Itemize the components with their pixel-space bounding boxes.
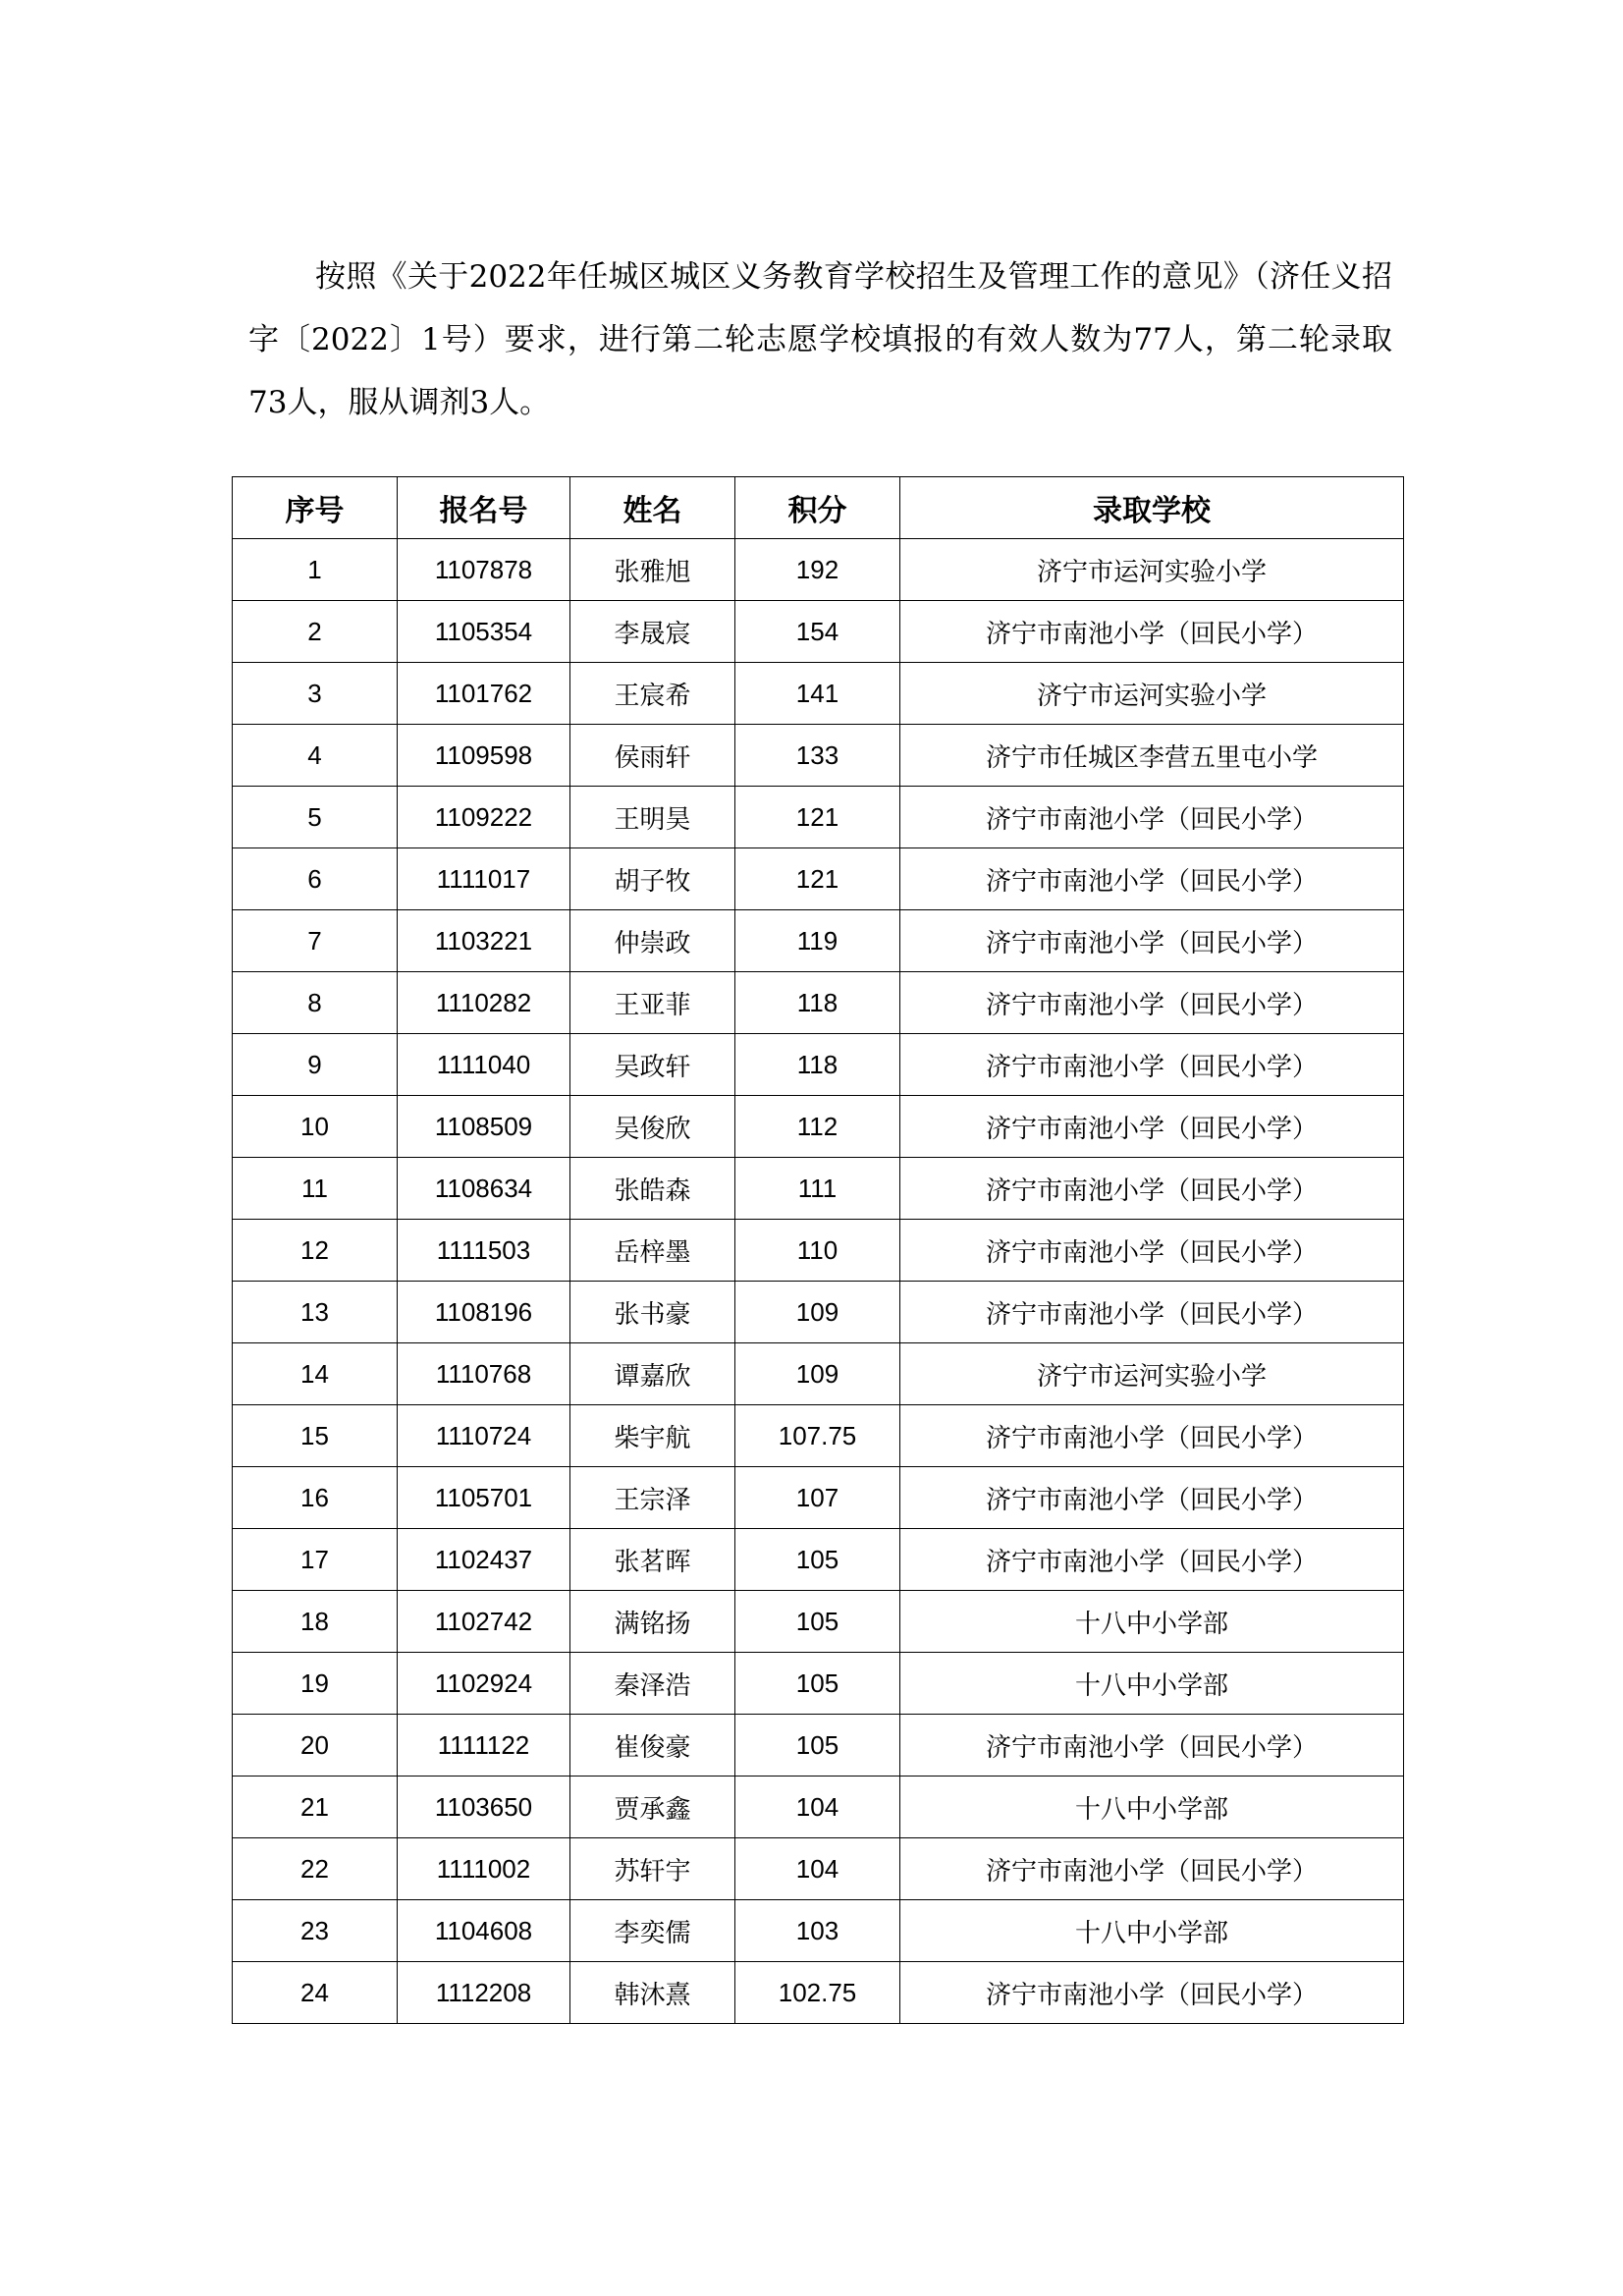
table-row — [233, 1591, 1404, 1653]
cell-score: 111 — [735, 1158, 900, 1220]
cell-reg-no: 1110282 — [398, 972, 570, 1034]
cell-name: 李奕儒 — [570, 1900, 735, 1962]
cell-name: 张皓森 — [570, 1158, 735, 1220]
cell-reg-no: 1108634 — [398, 1158, 570, 1220]
cell-name: 吴俊欣 — [570, 1096, 735, 1158]
cell-seq: 14 — [233, 1343, 398, 1405]
cell-name: 胡子牧 — [570, 848, 735, 910]
table-row — [233, 1900, 1404, 1962]
table-row — [233, 601, 1404, 663]
cell-score: 192 — [735, 539, 900, 601]
table-row — [233, 1096, 1404, 1158]
cell-school: 济宁市南池小学（回民小学） — [900, 1034, 1404, 1096]
cell-school: 济宁市南池小学（回民小学） — [900, 601, 1404, 663]
cell-reg-no: 1104608 — [398, 1900, 570, 1962]
cell-school: 十八中小学部 — [900, 1777, 1404, 1838]
cell-name: 韩沐熹 — [570, 1962, 735, 2024]
cell-school: 济宁市南池小学（回民小学） — [900, 787, 1404, 848]
cell-school: 济宁市南池小学（回民小学） — [900, 1096, 1404, 1158]
cell-name: 贾承鑫 — [570, 1777, 735, 1838]
cell-score: 119 — [735, 910, 900, 972]
table-body — [233, 539, 1404, 2024]
cell-seq: 1 — [233, 539, 398, 601]
cell-school: 济宁市南池小学（回民小学） — [900, 1282, 1404, 1343]
cell-name: 王明昊 — [570, 787, 735, 848]
cell-school: 济宁市南池小学（回民小学） — [900, 848, 1404, 910]
header-seq: 序号 — [233, 477, 398, 539]
cell-school: 济宁市南池小学（回民小学） — [900, 1467, 1404, 1529]
intro-paragraph: 按照《关于2022年任城区城区义务教育学校招生及管理工作的意见》（济任义招字〔2022〕1号）要求，进行第二轮志愿学校填报的有效人数为77人，第二轮录取73人，服从调剂3人。 — [248, 259, 1392, 420]
cell-name: 王宗泽 — [570, 1467, 735, 1529]
cell-reg-no: 1103221 — [398, 910, 570, 972]
admission-table — [232, 476, 1404, 2024]
cell-school: 济宁市南池小学（回民小学） — [900, 1220, 1404, 1282]
cell-score: 141 — [735, 663, 900, 725]
cell-reg-no: 1111503 — [398, 1220, 570, 1282]
cell-reg-no: 1103650 — [398, 1777, 570, 1838]
header-score: 积分 — [735, 477, 900, 539]
cell-reg-no: 1111122 — [398, 1715, 570, 1777]
cell-seq: 5 — [233, 787, 398, 848]
table-row — [233, 1467, 1404, 1529]
table-row — [233, 1653, 1404, 1715]
table-row — [233, 787, 1404, 848]
cell-school: 十八中小学部 — [900, 1900, 1404, 1962]
cell-score: 105 — [735, 1529, 900, 1591]
cell-seq: 17 — [233, 1529, 398, 1591]
cell-reg-no: 1108196 — [398, 1282, 570, 1343]
header-reg-no: 报名号 — [398, 477, 570, 539]
cell-school: 济宁市运河实验小学 — [900, 1343, 1404, 1405]
cell-reg-no: 1107878 — [398, 539, 570, 601]
cell-seq: 22 — [233, 1838, 398, 1900]
cell-school: 济宁市运河实验小学 — [900, 539, 1404, 601]
cell-seq: 3 — [233, 663, 398, 725]
table-header-row — [233, 477, 1404, 539]
cell-score: 105 — [735, 1591, 900, 1653]
cell-school: 济宁市南池小学（回民小学） — [900, 1715, 1404, 1777]
cell-reg-no: 1111017 — [398, 848, 570, 910]
cell-seq: 4 — [233, 725, 398, 787]
table-row — [233, 972, 1404, 1034]
cell-seq: 16 — [233, 1467, 398, 1529]
cell-score: 109 — [735, 1282, 900, 1343]
cell-school: 济宁市运河实验小学 — [900, 663, 1404, 725]
cell-seq: 21 — [233, 1777, 398, 1838]
cell-name: 秦泽浩 — [570, 1653, 735, 1715]
cell-seq: 7 — [233, 910, 398, 972]
cell-score: 118 — [735, 1034, 900, 1096]
cell-reg-no: 1109222 — [398, 787, 570, 848]
cell-score: 107 — [735, 1467, 900, 1529]
table-row — [233, 663, 1404, 725]
table-row — [233, 1715, 1404, 1777]
cell-reg-no: 1110768 — [398, 1343, 570, 1405]
cell-seq: 6 — [233, 848, 398, 910]
cell-reg-no: 1111040 — [398, 1034, 570, 1096]
cell-seq: 11 — [233, 1158, 398, 1220]
cell-seq: 24 — [233, 1962, 398, 2024]
cell-name: 张雅旭 — [570, 539, 735, 601]
table-row — [233, 1220, 1404, 1282]
cell-seq: 19 — [233, 1653, 398, 1715]
cell-seq: 2 — [233, 601, 398, 663]
table-row — [233, 1343, 1404, 1405]
table-row — [233, 539, 1404, 601]
cell-reg-no: 1108509 — [398, 1096, 570, 1158]
table-row — [233, 1962, 1404, 2024]
cell-score: 105 — [735, 1715, 900, 1777]
header-school: 录取学校 — [900, 477, 1404, 539]
cell-name: 李晟宸 — [570, 601, 735, 663]
cell-name: 仲崇政 — [570, 910, 735, 972]
table-row — [233, 910, 1404, 972]
cell-score: 102.75 — [735, 1962, 900, 2024]
cell-reg-no: 1110724 — [398, 1405, 570, 1467]
cell-school: 济宁市南池小学（回民小学） — [900, 1529, 1404, 1591]
table-row — [233, 725, 1404, 787]
cell-reg-no: 1112208 — [398, 1962, 570, 2024]
cell-seq: 23 — [233, 1900, 398, 1962]
cell-name: 谭嘉欣 — [570, 1343, 735, 1405]
cell-school: 济宁市南池小学（回民小学） — [900, 910, 1404, 972]
table-row — [233, 1405, 1404, 1467]
cell-school: 济宁市任城区李营五里屯小学 — [900, 725, 1404, 787]
cell-name: 张茗晖 — [570, 1529, 735, 1591]
cell-school: 济宁市南池小学（回民小学） — [900, 1838, 1404, 1900]
cell-score: 121 — [735, 848, 900, 910]
cell-score: 112 — [735, 1096, 900, 1158]
cell-seq: 13 — [233, 1282, 398, 1343]
cell-score: 107.75 — [735, 1405, 900, 1467]
table-row — [233, 1282, 1404, 1343]
cell-seq: 8 — [233, 972, 398, 1034]
cell-reg-no: 1109598 — [398, 725, 570, 787]
cell-reg-no: 1102437 — [398, 1529, 570, 1591]
cell-seq: 12 — [233, 1220, 398, 1282]
cell-score: 133 — [735, 725, 900, 787]
table-row — [233, 1529, 1404, 1591]
cell-name: 侯雨轩 — [570, 725, 735, 787]
cell-reg-no: 1102924 — [398, 1653, 570, 1715]
cell-school: 济宁市南池小学（回民小学） — [900, 972, 1404, 1034]
cell-school: 十八中小学部 — [900, 1653, 1404, 1715]
cell-name: 苏轩宇 — [570, 1838, 735, 1900]
table-row — [233, 1777, 1404, 1838]
cell-reg-no: 1105354 — [398, 601, 570, 663]
cell-name: 张书豪 — [570, 1282, 735, 1343]
cell-school: 济宁市南池小学（回民小学） — [900, 1962, 1404, 2024]
cell-school: 十八中小学部 — [900, 1591, 1404, 1653]
cell-school: 济宁市南池小学（回民小学） — [900, 1158, 1404, 1220]
cell-school: 济宁市南池小学（回民小学） — [900, 1405, 1404, 1467]
header-name: 姓名 — [570, 477, 735, 539]
cell-score: 104 — [735, 1777, 900, 1838]
cell-seq: 10 — [233, 1096, 398, 1158]
cell-score: 105 — [735, 1653, 900, 1715]
cell-name: 崔俊豪 — [570, 1715, 735, 1777]
cell-score: 103 — [735, 1900, 900, 1962]
cell-seq: 18 — [233, 1591, 398, 1653]
cell-score: 121 — [735, 787, 900, 848]
cell-score: 154 — [735, 601, 900, 663]
cell-name: 王亚菲 — [570, 972, 735, 1034]
table-row — [233, 1838, 1404, 1900]
cell-reg-no: 1102742 — [398, 1591, 570, 1653]
cell-seq: 20 — [233, 1715, 398, 1777]
cell-name: 吴政轩 — [570, 1034, 735, 1096]
cell-name: 王宸希 — [570, 663, 735, 725]
cell-score: 110 — [735, 1220, 900, 1282]
cell-reg-no: 1101762 — [398, 663, 570, 725]
cell-name: 柴宇航 — [570, 1405, 735, 1467]
cell-reg-no: 1105701 — [398, 1467, 570, 1529]
cell-reg-no: 1111002 — [398, 1838, 570, 1900]
cell-seq: 15 — [233, 1405, 398, 1467]
cell-seq: 9 — [233, 1034, 398, 1096]
cell-name: 岳梓墨 — [570, 1220, 735, 1282]
table-row — [233, 1034, 1404, 1096]
cell-score: 118 — [735, 972, 900, 1034]
table-row — [233, 1158, 1404, 1220]
cell-name: 满铭扬 — [570, 1591, 735, 1653]
table-row — [233, 848, 1404, 910]
cell-score: 109 — [735, 1343, 900, 1405]
cell-score: 104 — [735, 1838, 900, 1900]
